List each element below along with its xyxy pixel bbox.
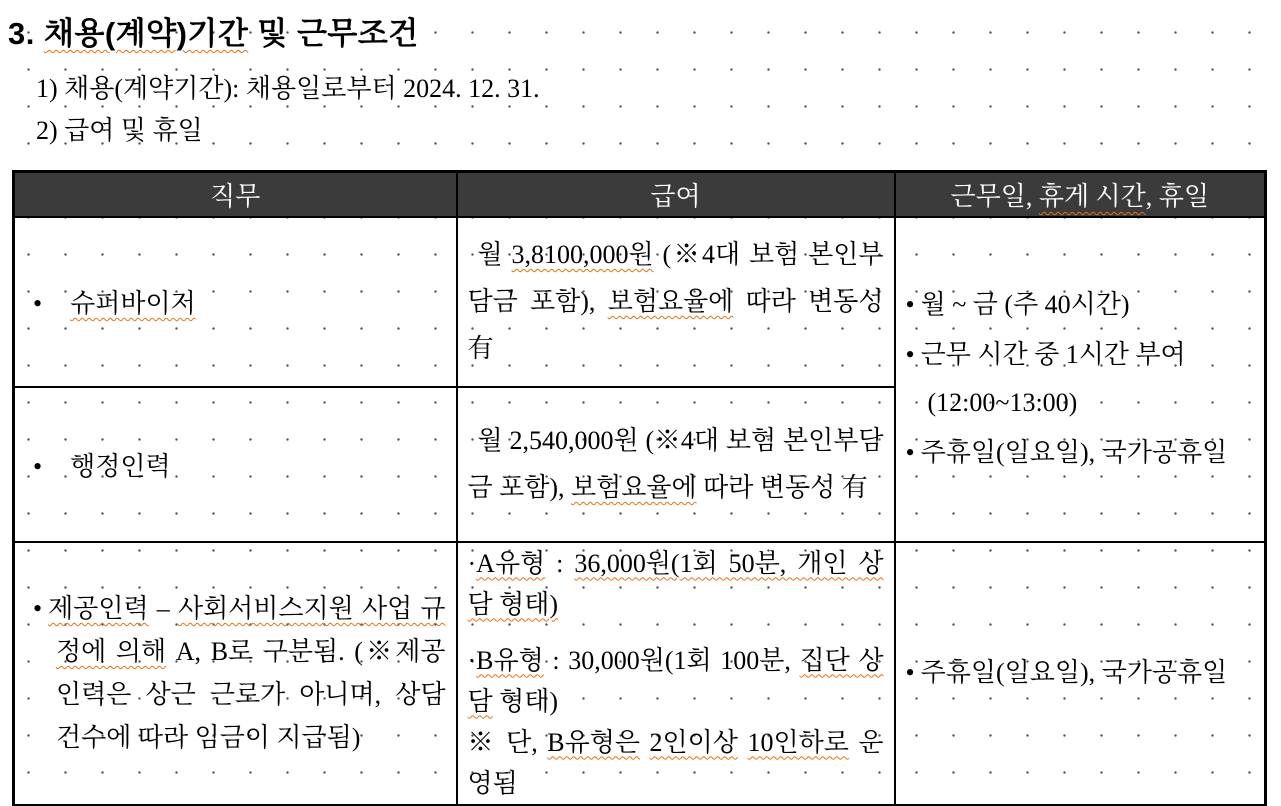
schedule-item-break: 근무 시간 중 1시간 부여(12:00~13:00) (920, 340, 1186, 417)
type-b-amount: : 30,000원(1회 100분, (543, 645, 800, 675)
salary-text: 따라 변동성 有 (696, 473, 868, 502)
cell-job-supervisor (14, 217, 457, 387)
cell-job-provider (14, 542, 457, 806)
type-b-label: B유형 (476, 645, 544, 675)
salary-text: 월 2,540,000원 (※4대 보험 본인부담금 포함), (467, 426, 884, 502)
salary-text: (※4대 보험 본인부담금 포함), (467, 240, 884, 316)
intro-item-salary-holiday: 2) 급여 및 휴일 (36, 116, 203, 145)
salary-rate-word: 보험요율에 (607, 287, 734, 316)
bullet-icon: • (905, 438, 915, 467)
type-a-dot: · (467, 548, 477, 578)
header-workdays-rest: , 휴일 (1145, 181, 1210, 211)
note-type-b: B유형은 (547, 727, 640, 757)
bullet-icon: • (33, 289, 43, 318)
intro-item-contract-period: 1) 채용(계약기간): 채용일로부터 2024. 12. 31. (36, 74, 540, 103)
schedule-item-holiday: 주휴일(일요일), 국가공휴일 (920, 438, 1228, 467)
bullet-icon: • (905, 340, 915, 369)
bullet-icon: • (905, 290, 915, 319)
cell-salary-admin (457, 387, 895, 542)
type-a-colon: : (545, 548, 575, 578)
header-workdays-break: 휴게 시간 (1038, 181, 1146, 211)
header-cell-salary: 급여 (457, 172, 895, 217)
salary-amount: 3,8100,000원 (511, 240, 654, 269)
bullet-icon: • (33, 594, 43, 623)
section-number: 3. (8, 16, 44, 51)
note-min: 2인이상 (649, 727, 738, 757)
bullet-icon: • (33, 451, 43, 481)
section-title-rest: 및 근무조건 (248, 16, 419, 51)
job-provider-dash: – (148, 594, 178, 623)
job-title-provider: 제공인력 (48, 594, 149, 623)
table-row-supervisor (14, 217, 1266, 387)
employment-conditions-table (12, 170, 1267, 806)
salary-rate-word: 보험요율에 (571, 473, 697, 502)
cell-salary-supervisor (457, 217, 895, 387)
header-workdays-prefix: 근무일, (950, 181, 1039, 211)
cell-schedule-staff (895, 217, 1266, 542)
job-provider-regulation: 사회서비스지원 사업 규정에 의해 (56, 594, 446, 666)
table-header-row (14, 172, 1266, 217)
table-row-provider (14, 542, 1266, 806)
section-title-underlined: 채용(계약)기간 (43, 16, 249, 51)
job-title-admin: 행정인력 (70, 451, 171, 481)
note-space (640, 728, 650, 757)
header-cell-job: 직무 (14, 172, 457, 217)
bullet-icon: • (905, 658, 915, 687)
schedule-item-holiday: 주휴일(일요일), 국가공휴일 (920, 658, 1228, 687)
note-max: 10인하로 (747, 727, 849, 757)
type-a-label: A유형 (476, 548, 546, 578)
type-b-dot: · (467, 645, 477, 675)
salary-text: 따라 변동성 有 (467, 287, 884, 363)
note-suffix: 운영됨 (467, 727, 884, 798)
note-prefix: ※ 단, (467, 727, 548, 757)
schedule-item-days: 월 ~ 금 (주 40시간) (920, 290, 1130, 319)
type-a-amount: 36,000원(1회 50분, 개인 상담 형태) (467, 548, 884, 619)
section-title (8, 8, 419, 53)
cell-salary-provider (457, 542, 895, 806)
cell-schedule-provider (895, 542, 1266, 806)
header-cell-workdays (895, 172, 1266, 217)
cell-job-admin (14, 387, 457, 542)
type-b-form: 형태) (492, 686, 559, 716)
type-b-group: 집단 상담 (467, 645, 884, 716)
salary-text: 월 (477, 240, 512, 269)
job-title-supervisor: 슈퍼바이저 (70, 289, 196, 318)
job-provider-note: A, B로 구분됨. (※제공 인력은 상근 근로가 아니며, 상담 건수에 따라 임금이 지급됨) (56, 637, 446, 752)
